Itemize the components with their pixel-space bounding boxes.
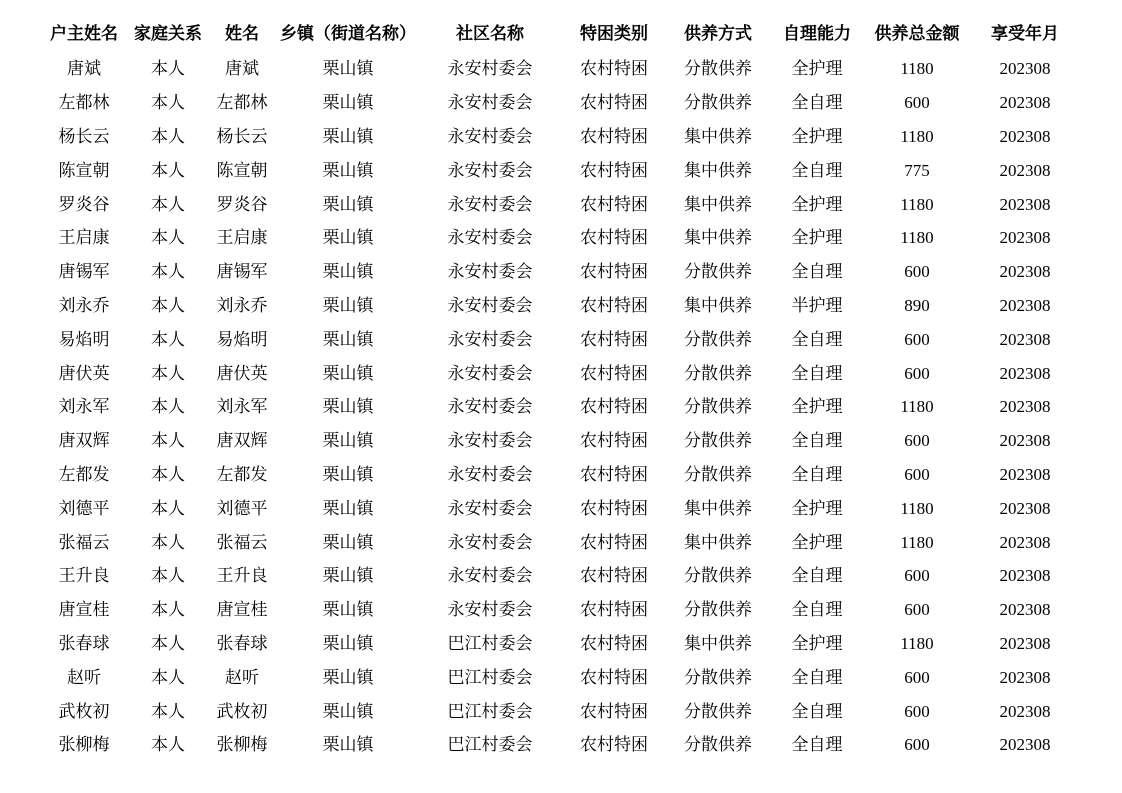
cell-benefit-year-month: 202308 [999,431,1051,451]
cell-benefit-year-month: 202308 [999,329,1051,349]
table-row [40,559,1082,593]
cell-support-method: 集中供养 [684,126,752,146]
column-header-benefit-year-month: 享受年月 [991,23,1059,43]
table-header [40,14,1082,52]
table-row [40,390,1082,424]
column-header-total-support-amount: 供养总金额 [874,23,960,43]
cell-township-street-name: 栗山镇 [322,498,374,518]
cell-family-relationship: 本人 [151,397,185,417]
cell-support-method: 分散供养 [684,667,752,687]
cell-name: 左都林 [216,93,268,113]
cell-total-support-amount: 600 [904,735,930,755]
cell-name: 刘永军 [216,397,268,417]
column-header-hardship-category: 特困类别 [580,23,648,43]
cell-self-care-ability: 全护理 [791,498,843,518]
cell-total-support-amount: 1180 [900,397,934,417]
cell-township-street-name: 栗山镇 [322,93,374,113]
cell-support-method: 分散供养 [684,262,752,282]
table-row [40,356,1082,390]
cell-family-relationship: 本人 [151,93,185,113]
cell-hardship-category: 农村特困 [580,160,648,180]
cell-total-support-amount: 1180 [900,633,934,653]
cell-family-relationship: 本人 [151,431,185,451]
cell-support-method: 集中供养 [684,633,752,653]
cell-family-relationship: 本人 [151,464,185,484]
table-row [40,491,1082,525]
cell-benefit-year-month: 202308 [999,93,1051,113]
table-row [40,289,1082,323]
cell-support-method: 集中供养 [684,498,752,518]
cell-hardship-category: 农村特困 [580,600,648,620]
cell-family-relationship: 本人 [151,59,185,79]
cell-family-relationship: 本人 [151,228,185,248]
cell-household-head-name: 杨长云 [58,126,110,146]
cell-community-name: 永安村委会 [447,194,533,214]
cell-community-name: 永安村委会 [447,228,533,248]
column-header-community-name: 社区名称 [456,23,524,43]
cell-hardship-category: 农村特困 [580,329,648,349]
cell-household-head-name: 陈宣朝 [58,160,110,180]
cell-family-relationship: 本人 [151,667,185,687]
table-row [40,52,1082,86]
cell-total-support-amount: 1180 [900,498,934,518]
cell-family-relationship: 本人 [151,532,185,552]
cell-township-street-name: 栗山镇 [322,532,374,552]
cell-community-name: 巴江村委会 [447,667,533,687]
cell-benefit-year-month: 202308 [999,59,1051,79]
cell-name: 赵听 [225,667,259,687]
cell-support-method: 集中供养 [684,194,752,214]
cell-name: 张春球 [216,633,268,653]
cell-township-street-name: 栗山镇 [322,464,374,484]
cell-total-support-amount: 600 [904,667,930,687]
cell-hardship-category: 农村特困 [580,701,648,721]
cell-hardship-category: 农村特困 [580,498,648,518]
cell-community-name: 永安村委会 [447,532,533,552]
cell-support-method: 分散供养 [684,735,752,755]
cell-hardship-category: 农村特困 [580,464,648,484]
cell-self-care-ability: 全自理 [791,262,843,282]
cell-family-relationship: 本人 [151,498,185,518]
table-row [40,255,1082,289]
cell-benefit-year-month: 202308 [999,667,1051,687]
table-row [40,120,1082,154]
cell-self-care-ability: 全护理 [791,633,843,653]
cell-benefit-year-month: 202308 [999,126,1051,146]
cell-self-care-ability: 全护理 [791,532,843,552]
cell-community-name: 永安村委会 [447,363,533,383]
cell-name: 唐伏英 [216,363,268,383]
cell-hardship-category: 农村特困 [580,295,648,315]
cell-total-support-amount: 600 [904,566,930,586]
cell-hardship-category: 农村特困 [580,59,648,79]
cell-household-head-name: 唐伏英 [58,363,110,383]
cell-self-care-ability: 全自理 [791,160,843,180]
cell-township-street-name: 栗山镇 [322,735,374,755]
cell-self-care-ability: 全护理 [791,59,843,79]
cell-benefit-year-month: 202308 [999,600,1051,620]
cell-benefit-year-month: 202308 [999,498,1051,518]
welfare-recipients-table [40,14,1082,762]
table-row [40,424,1082,458]
cell-township-street-name: 栗山镇 [322,126,374,146]
cell-township-street-name: 栗山镇 [322,431,374,451]
cell-support-method: 集中供养 [684,160,752,180]
cell-self-care-ability: 全自理 [791,329,843,349]
cell-name: 张福云 [216,532,268,552]
cell-total-support-amount: 600 [904,600,930,620]
cell-community-name: 永安村委会 [447,160,533,180]
cell-township-street-name: 栗山镇 [322,701,374,721]
cell-total-support-amount: 1180 [900,59,934,79]
cell-hardship-category: 农村特困 [580,397,648,417]
cell-household-head-name: 武枚初 [58,701,110,721]
cell-hardship-category: 农村特困 [580,228,648,248]
cell-township-street-name: 栗山镇 [322,59,374,79]
cell-township-street-name: 栗山镇 [322,262,374,282]
cell-hardship-category: 农村特困 [580,363,648,383]
cell-name: 刘德平 [216,498,268,518]
cell-household-head-name: 张福云 [58,532,110,552]
column-header-township-street-name: 乡镇（街道名称） [280,23,416,43]
cell-benefit-year-month: 202308 [999,397,1051,417]
cell-benefit-year-month: 202308 [999,160,1051,180]
cell-household-head-name: 王升良 [58,566,110,586]
cell-township-street-name: 栗山镇 [322,194,374,214]
cell-household-head-name: 王启康 [58,228,110,248]
cell-benefit-year-month: 202308 [999,295,1051,315]
cell-family-relationship: 本人 [151,363,185,383]
cell-township-street-name: 栗山镇 [322,329,374,349]
cell-hardship-category: 农村特困 [580,194,648,214]
table-row [40,660,1082,694]
cell-name: 杨长云 [216,126,268,146]
cell-benefit-year-month: 202308 [999,363,1051,383]
cell-township-street-name: 栗山镇 [322,600,374,620]
cell-community-name: 巴江村委会 [447,633,533,653]
cell-total-support-amount: 775 [904,160,930,180]
cell-benefit-year-month: 202308 [999,194,1051,214]
cell-self-care-ability: 全护理 [791,228,843,248]
table-row [40,221,1082,255]
cell-support-method: 集中供养 [684,295,752,315]
cell-household-head-name: 唐斌 [67,59,101,79]
cell-household-head-name: 刘永乔 [58,295,110,315]
cell-support-method: 分散供养 [684,363,752,383]
cell-benefit-year-month: 202308 [999,735,1051,755]
cell-self-care-ability: 全自理 [791,363,843,383]
cell-family-relationship: 本人 [151,295,185,315]
cell-support-method: 集中供养 [684,532,752,552]
cell-household-head-name: 赵听 [67,667,101,687]
cell-community-name: 巴江村委会 [447,735,533,755]
cell-self-care-ability: 全自理 [791,464,843,484]
cell-household-head-name: 唐锡军 [58,262,110,282]
cell-benefit-year-month: 202308 [999,262,1051,282]
cell-self-care-ability: 全自理 [791,93,843,113]
cell-family-relationship: 本人 [151,329,185,349]
cell-community-name: 永安村委会 [447,498,533,518]
cell-community-name: 永安村委会 [447,126,533,146]
cell-hardship-category: 农村特困 [580,566,648,586]
table-row [40,627,1082,661]
table-row [40,153,1082,187]
cell-community-name: 永安村委会 [447,295,533,315]
cell-support-method: 分散供养 [684,397,752,417]
cell-self-care-ability: 全护理 [791,126,843,146]
cell-family-relationship: 本人 [151,735,185,755]
cell-name: 易焰明 [216,329,268,349]
cell-household-head-name: 刘永军 [58,397,110,417]
header-row [40,14,1082,52]
cell-family-relationship: 本人 [151,262,185,282]
cell-community-name: 永安村委会 [447,262,533,282]
cell-hardship-category: 农村特困 [580,431,648,451]
cell-community-name: 永安村委会 [447,329,533,349]
table-row [40,86,1082,120]
cell-benefit-year-month: 202308 [999,532,1051,552]
cell-hardship-category: 农村特困 [580,93,648,113]
cell-name: 陈宣朝 [216,160,268,180]
cell-name: 左都发 [216,464,268,484]
cell-support-method: 分散供养 [684,93,752,113]
cell-family-relationship: 本人 [151,160,185,180]
cell-benefit-year-month: 202308 [999,633,1051,653]
table-row [40,593,1082,627]
cell-self-care-ability: 全自理 [791,735,843,755]
cell-benefit-year-month: 202308 [999,228,1051,248]
cell-hardship-category: 农村特困 [580,262,648,282]
cell-support-method: 分散供养 [684,59,752,79]
cell-family-relationship: 本人 [151,126,185,146]
cell-total-support-amount: 600 [904,262,930,282]
cell-family-relationship: 本人 [151,566,185,586]
cell-name: 武枚初 [216,701,268,721]
cell-self-care-ability: 半护理 [791,295,843,315]
column-header-support-method: 供养方式 [684,23,752,43]
cell-support-method: 分散供养 [684,431,752,451]
cell-family-relationship: 本人 [151,701,185,721]
cell-total-support-amount: 1180 [900,194,934,214]
cell-township-street-name: 栗山镇 [322,667,374,687]
cell-household-head-name: 唐宣桂 [58,600,110,620]
cell-total-support-amount: 1180 [900,228,934,248]
table-row [40,322,1082,356]
cell-hardship-category: 农村特困 [580,735,648,755]
cell-family-relationship: 本人 [151,600,185,620]
cell-name: 刘永乔 [216,295,268,315]
cell-total-support-amount: 600 [904,701,930,721]
cell-name: 唐双辉 [216,431,268,451]
cell-support-method: 集中供养 [684,228,752,248]
cell-household-head-name: 刘德平 [58,498,110,518]
cell-township-street-name: 栗山镇 [322,295,374,315]
cell-name: 罗炎谷 [216,194,268,214]
cell-hardship-category: 农村特困 [580,126,648,146]
cell-self-care-ability: 全自理 [791,431,843,451]
cell-self-care-ability: 全自理 [791,667,843,687]
cell-township-street-name: 栗山镇 [322,363,374,383]
cell-self-care-ability: 全自理 [791,701,843,721]
table-row [40,694,1082,728]
cell-household-head-name: 张柳梅 [58,735,110,755]
cell-benefit-year-month: 202308 [999,566,1051,586]
cell-support-method: 分散供养 [684,701,752,721]
cell-support-method: 分散供养 [684,329,752,349]
table-row [40,458,1082,492]
cell-household-head-name: 左都林 [58,93,110,113]
cell-hardship-category: 农村特困 [580,532,648,552]
cell-total-support-amount: 1180 [900,126,934,146]
cell-name: 张柳梅 [216,735,268,755]
cell-household-head-name: 左都发 [58,464,110,484]
cell-name: 王启康 [216,228,268,248]
cell-township-street-name: 栗山镇 [322,160,374,180]
cell-township-street-name: 栗山镇 [322,633,374,653]
cell-community-name: 永安村委会 [447,464,533,484]
column-header-name: 姓名 [225,23,259,43]
cell-community-name: 永安村委会 [447,431,533,451]
cell-township-street-name: 栗山镇 [322,397,374,417]
cell-family-relationship: 本人 [151,633,185,653]
cell-hardship-category: 农村特困 [580,667,648,687]
table-row [40,525,1082,559]
cell-support-method: 分散供养 [684,464,752,484]
cell-household-head-name: 罗炎谷 [58,194,110,214]
table-body [40,52,1082,762]
cell-support-method: 分散供养 [684,566,752,586]
cell-community-name: 永安村委会 [447,566,533,586]
cell-name: 王升良 [216,566,268,586]
column-header-self-care-ability: 自理能力 [783,23,851,43]
cell-family-relationship: 本人 [151,194,185,214]
cell-township-street-name: 栗山镇 [322,228,374,248]
table-row [40,187,1082,221]
cell-self-care-ability: 全自理 [791,566,843,586]
cell-township-street-name: 栗山镇 [322,566,374,586]
cell-total-support-amount: 600 [904,431,930,451]
cell-community-name: 永安村委会 [447,59,533,79]
cell-self-care-ability: 全护理 [791,397,843,417]
cell-community-name: 巴江村委会 [447,701,533,721]
cell-community-name: 永安村委会 [447,397,533,417]
cell-total-support-amount: 1180 [900,532,934,552]
cell-total-support-amount: 890 [904,295,930,315]
column-header-household-head-name: 户主姓名 [50,23,118,43]
column-header-family-relationship: 家庭关系 [134,23,202,43]
cell-household-head-name: 易焰明 [58,329,110,349]
cell-self-care-ability: 全护理 [791,194,843,214]
cell-hardship-category: 农村特困 [580,633,648,653]
cell-name: 唐斌 [225,59,259,79]
cell-self-care-ability: 全自理 [791,600,843,620]
cell-household-head-name: 张春球 [58,633,110,653]
cell-benefit-year-month: 202308 [999,464,1051,484]
cell-benefit-year-month: 202308 [999,701,1051,721]
cell-name: 唐宣桂 [216,600,268,620]
cell-community-name: 永安村委会 [447,93,533,113]
cell-household-head-name: 唐双辉 [58,431,110,451]
cell-total-support-amount: 600 [904,329,930,349]
cell-name: 唐锡军 [216,262,268,282]
cell-support-method: 分散供养 [684,600,752,620]
cell-total-support-amount: 600 [904,93,930,113]
table-row [40,728,1082,762]
cell-total-support-amount: 600 [904,464,930,484]
cell-community-name: 永安村委会 [447,600,533,620]
cell-total-support-amount: 600 [904,363,930,383]
